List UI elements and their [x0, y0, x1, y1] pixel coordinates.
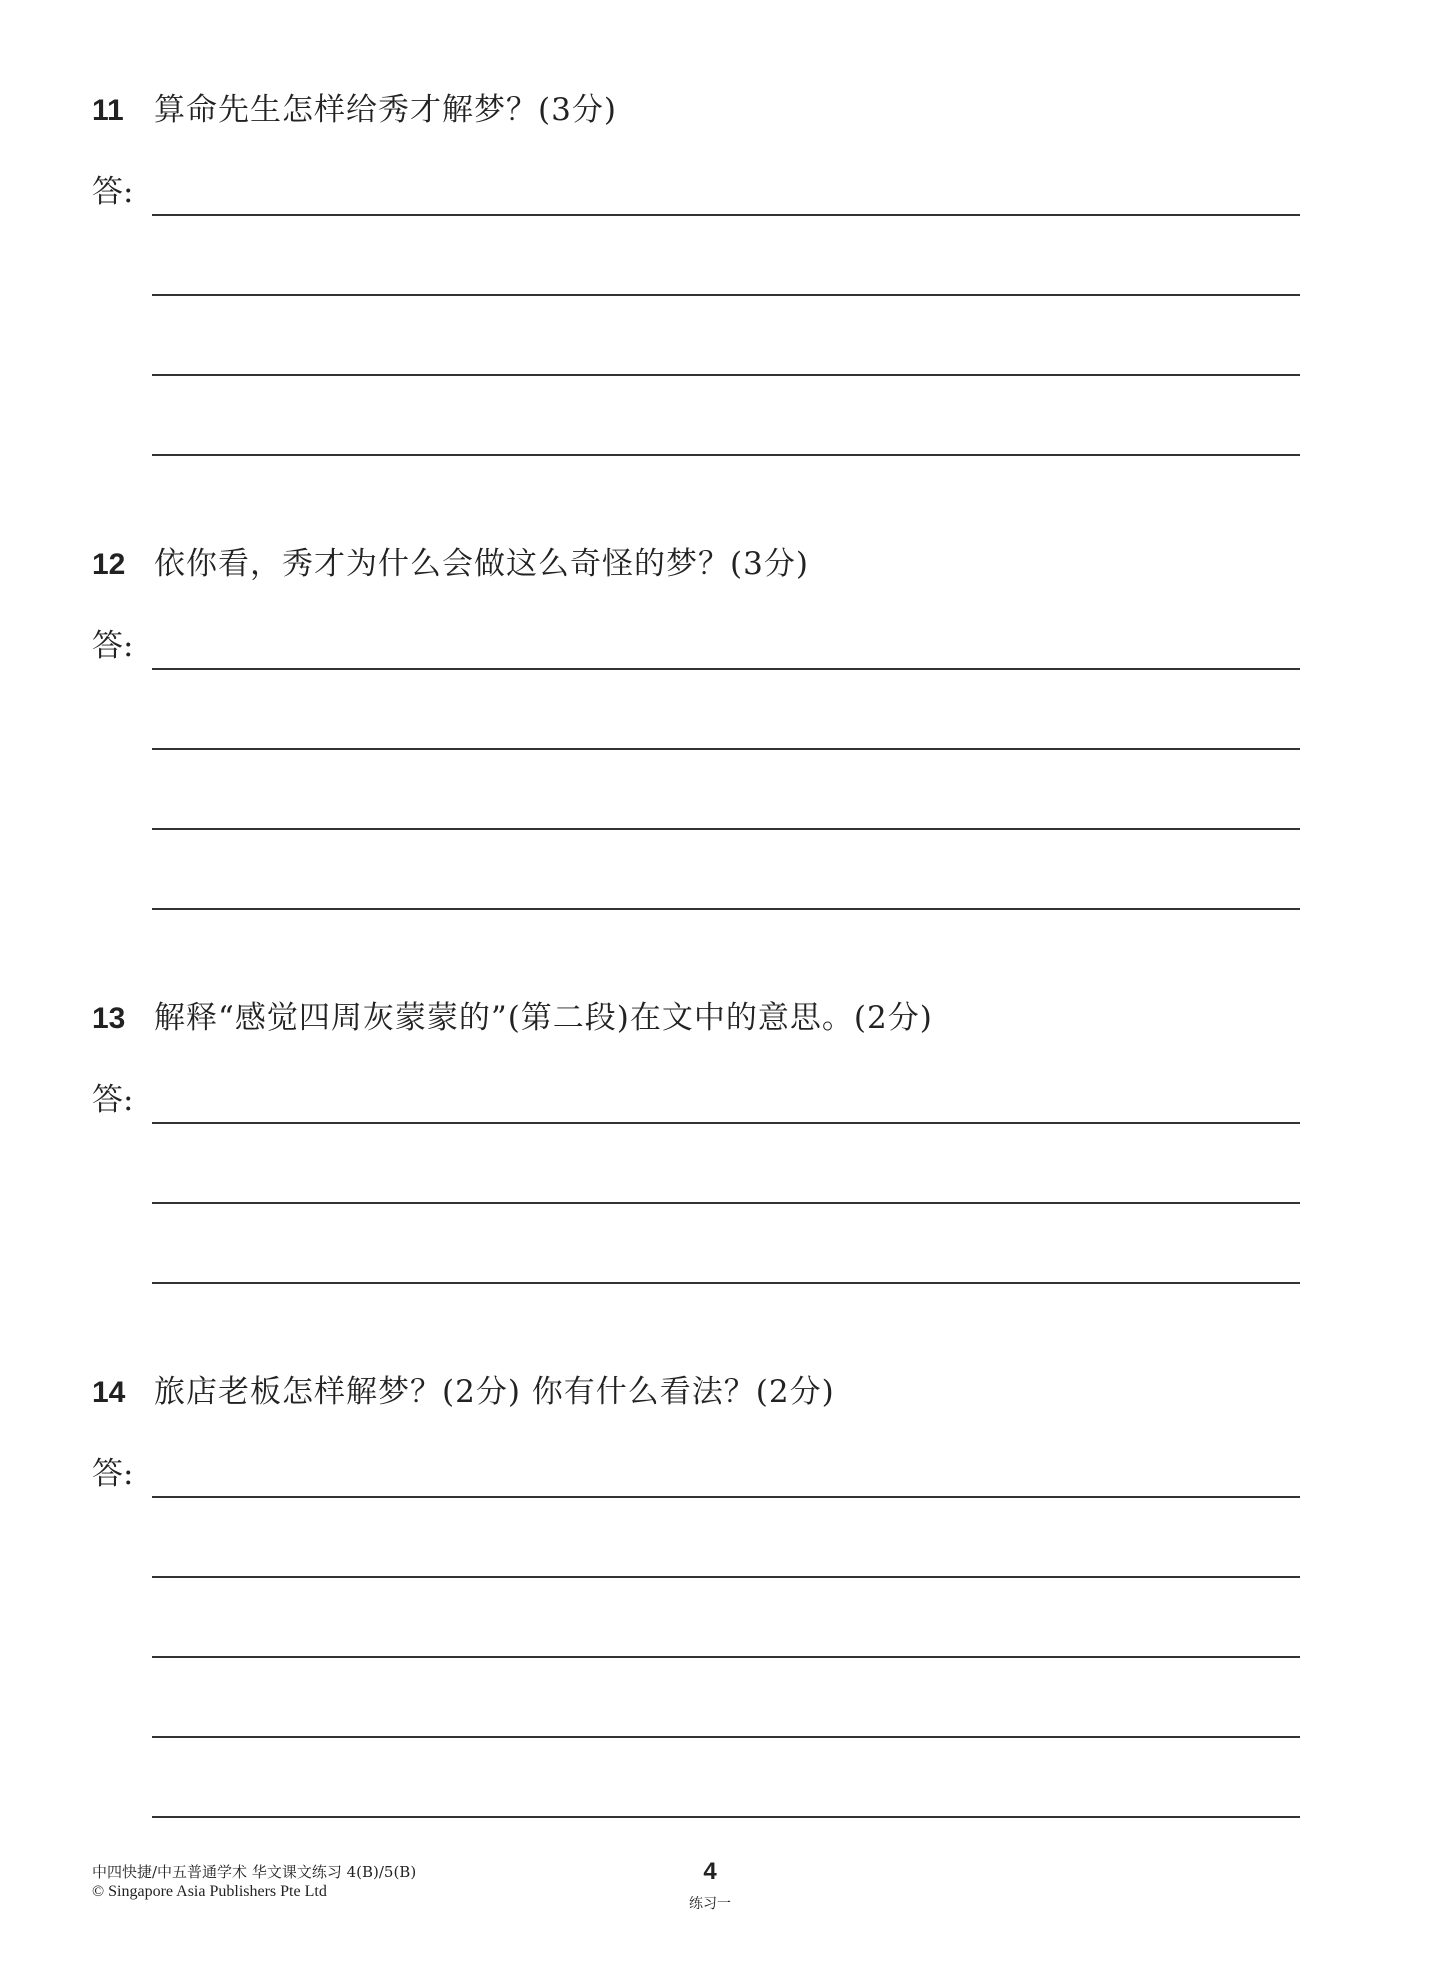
- answer-label: 答:: [92, 1456, 134, 1492]
- question-11: [92, 84, 1302, 210]
- answer-line[interactable]: [152, 374, 1300, 454]
- answer-line[interactable]: [152, 214, 1300, 294]
- answer-line[interactable]: [152, 668, 1300, 748]
- answer-label: 答:: [92, 1082, 134, 1118]
- question-number: 13: [92, 1002, 126, 1035]
- question-number: 12: [92, 548, 126, 581]
- question-header: [92, 538, 1302, 598]
- answer-line[interactable]: [152, 1736, 1300, 1816]
- answer-line[interactable]: [152, 748, 1300, 828]
- answer-lines[interactable]: [152, 1122, 1300, 1362]
- question-header: [92, 992, 1302, 1052]
- question-text: 旅店老板怎样解梦？(2分) 你有什么看法？(2分): [154, 1374, 835, 1410]
- question-number: 11: [92, 94, 124, 127]
- answer-line[interactable]: [152, 294, 1300, 374]
- answer-label: 答:: [92, 174, 134, 210]
- question-14: [92, 1366, 1302, 1492]
- question-13: [92, 992, 1302, 1118]
- answer-line[interactable]: [152, 1282, 1300, 1362]
- question-text: 算命先生怎样给秀才解梦？(3分): [154, 92, 617, 128]
- answer-line[interactable]: [152, 1202, 1300, 1282]
- question-number: 14: [92, 1376, 126, 1409]
- question-12: [92, 538, 1302, 664]
- footer-copyright: © Singapore Asia Publishers Pte Ltd: [92, 1883, 327, 1900]
- answer-lines[interactable]: [152, 1496, 1300, 1896]
- question-text: 解释“感觉四周灰蒙蒙的”(第二段)在文中的意思。(2分): [154, 1000, 933, 1036]
- question-header: [92, 1366, 1302, 1426]
- footer-info: [92, 1863, 416, 1901]
- page-number: 4: [703, 1858, 717, 1885]
- answer-line[interactable]: [152, 454, 1300, 534]
- answer-lines[interactable]: [152, 214, 1300, 534]
- answer-line[interactable]: [152, 1576, 1300, 1656]
- section-label: 练习一: [689, 1896, 731, 1912]
- answer-line[interactable]: [152, 908, 1300, 988]
- answer-lines[interactable]: [152, 668, 1300, 988]
- answer-label: 答:: [92, 628, 134, 664]
- answer-line[interactable]: [152, 828, 1300, 908]
- answer-line[interactable]: [152, 1122, 1300, 1202]
- footer-series-title: 中四快捷/中五普通学术 华文课文练习 4(B)/5(B): [92, 1863, 417, 1881]
- question-text: 依你看，秀才为什么会做这么奇怪的梦？(3分): [154, 546, 809, 582]
- answer-line[interactable]: [152, 1656, 1300, 1736]
- question-header: [92, 84, 1302, 144]
- answer-line[interactable]: [152, 1496, 1300, 1576]
